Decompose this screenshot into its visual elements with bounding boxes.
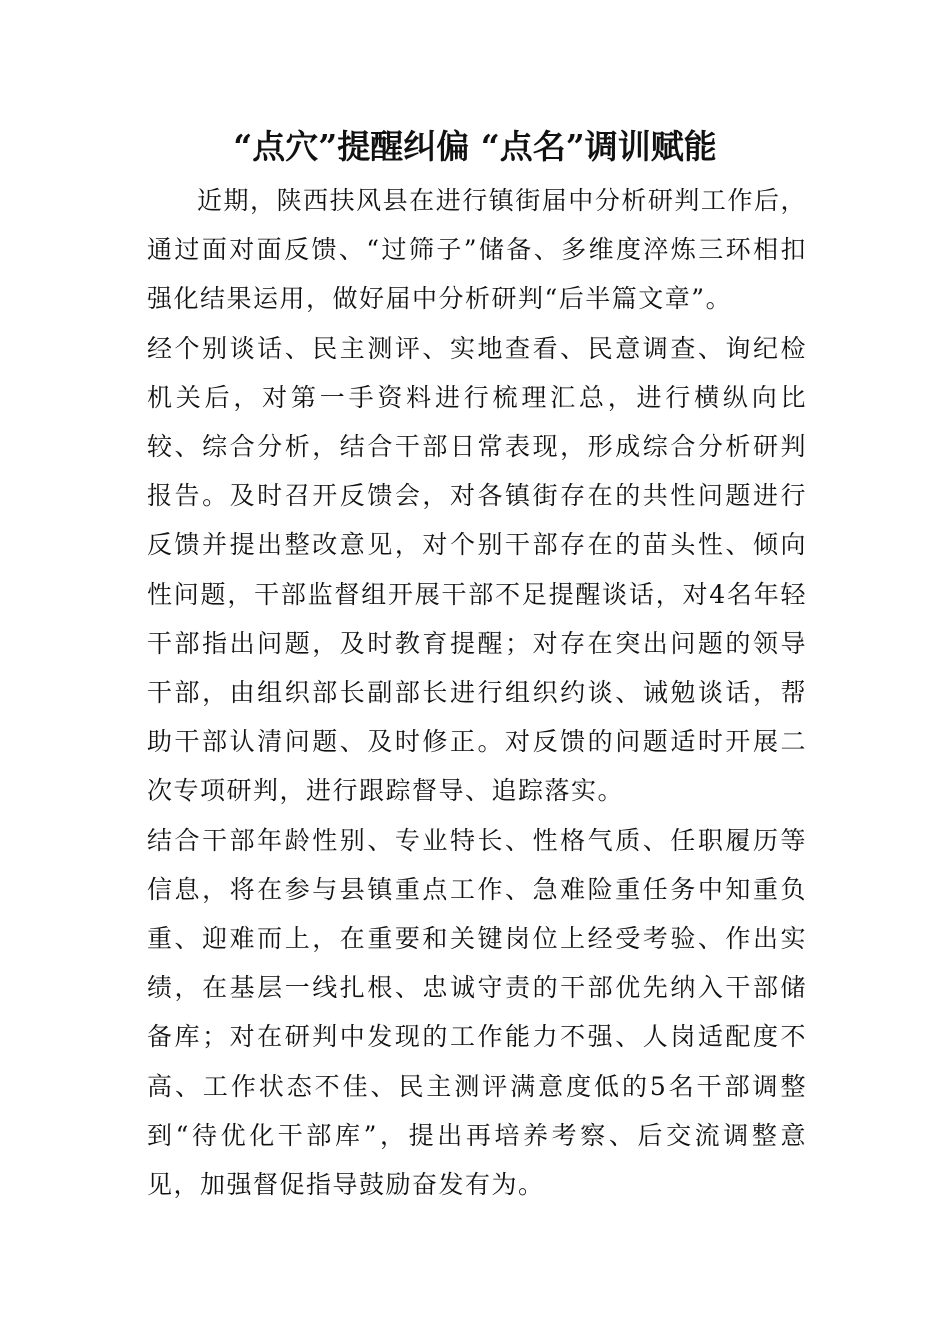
paragraph-intro: 近期，陕西扶风县在进行镇街届中分析研判工作后，通过面对面反馈、“过筛子”储备、多维度淬炼三环相扣强化结果运用，做好届中分析研判“后半篇文章”。 bbox=[147, 186, 807, 314]
paragraph-feedback: 经个别谈话、民主测评、实地查看、民意调查、询纪检机关后，对第一手资料进行梳理汇总，进行横纵向比较、综合分析，结合干部日常表现，形成综合分析研判报告。及时召开反馈会，对各镇街存在的共性问题进行反馈并提出整改意见，对个别干部存在的苗头性、倾向性问题，干部监督组开展干部不足提醒谈话，对4名年轻干部指出问题，及时教育提醒；对存在突出问题的领导干部，由组织部长副部长进行组织约谈、诫勉谈话，帮助干部认清问题、及时修正。对反馈的问题适时开展二次专项研判，进行跟踪督导、追踪落实。 bbox=[147, 333, 807, 806]
document-title: “点穴”提醒纠偏 “点名”调训赋能 bbox=[233, 127, 717, 166]
document-body bbox=[147, 176, 807, 1209]
paragraph-reserve: 结合干部年龄性别、专业特长、性格气质、任职履历等信息，将在参与县镇重点工作、急难险重任务中知重负重、迎难而上，在重要和关键岗位上经受考验、作出实绩，在基层一线扎根、忠诚守责的干部优先纳入干部储备库；对在研判中发现的工作能力不强、人岗适配度不高、工作状态不佳、民主测评满意度低的5名干部调整到“待优化干部库”，提出再培养考察、后交流调整意见，加强督促指导鼓励奋发有为。 bbox=[147, 825, 807, 1200]
